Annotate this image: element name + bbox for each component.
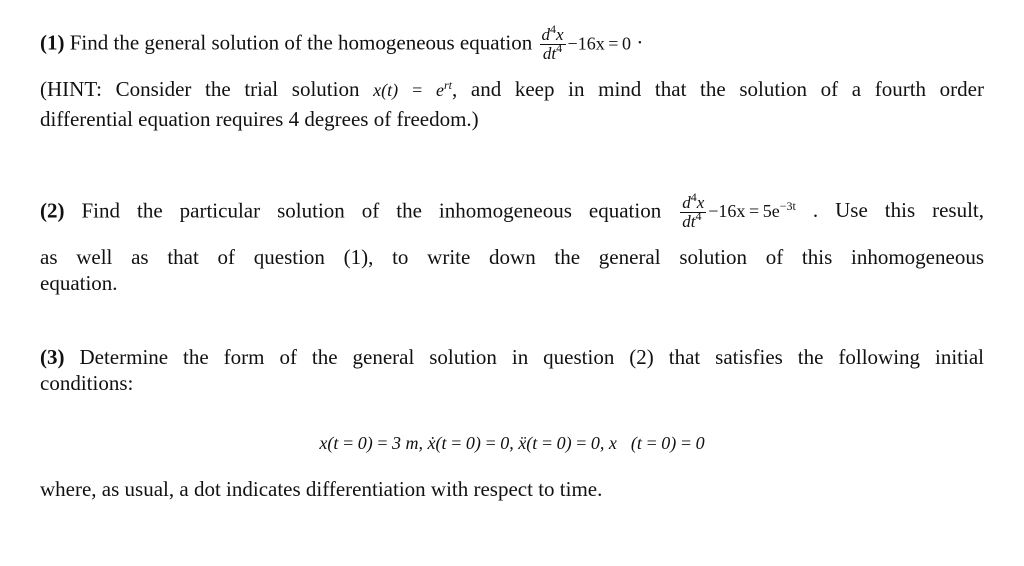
q2-text-b: . Use this result,	[812, 198, 985, 223]
q2-number: (2)	[40, 198, 65, 223]
q3-line2: conditions:	[40, 371, 134, 395]
q1-hint-line2: differential equation requires 4 degrees of freedom.)	[40, 107, 479, 131]
q2-line3: equation.	[40, 271, 118, 295]
q1-number: (1)	[40, 30, 65, 55]
q2-text: Find the particular solution of the inhomogeneous equation	[81, 198, 662, 223]
q1-hint-equation: $x(t) = e^{rt}$	[373, 78, 453, 100]
q1-equation-rest: −16x = 0	[567, 33, 632, 54]
q1-equation-end: ·	[636, 30, 644, 55]
q2-equation-rest: $-16x = 5e^{-3t}$	[708, 199, 796, 222]
q3-footer: where, as usual, a dot indicates differentiation with respect to time.	[40, 477, 603, 501]
q2-derivative: $\frac{d^4x}{dt^4}$	[682, 190, 705, 231]
q2-line1	[40, 190, 985, 231]
q1-hint-a: (HINT: Consider the trial solution	[40, 77, 360, 101]
q3-initial-conditions: x(t = 0) = 3 m, ẋ(t = 0) = 0, ẍ(t = 0) = 0, x⃛(t = 0) = 0	[319, 433, 705, 453]
q1-hint-b: , and keep in mind that the solution of a fourth order	[452, 77, 984, 101]
q1-hint-line1	[40, 76, 984, 103]
q2-line2: as well as that of question (1), to write down the general solution of this inhomogeneous	[40, 245, 984, 269]
q1-derivative: $\frac{d^4x}{dt^4}$	[541, 22, 564, 63]
q3-number: (3)	[40, 345, 65, 369]
q3-text: Determine the form of the general solution in question (2) that satisfies the following initial	[79, 345, 985, 369]
q1-text: Find the general solution of the homogeneous equation	[69, 30, 533, 55]
q1-line1	[40, 22, 644, 63]
q3-line1	[40, 344, 984, 370]
